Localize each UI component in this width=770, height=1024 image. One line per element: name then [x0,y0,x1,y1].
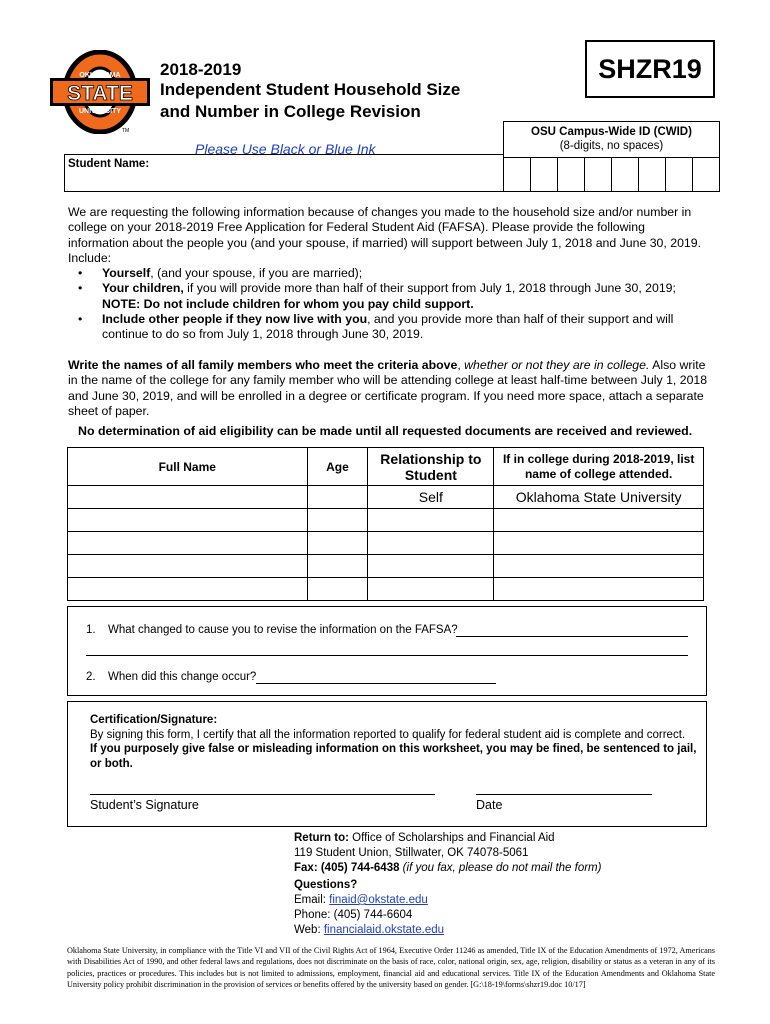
bullet-icon: • [78,281,83,296]
fax-line [294,861,601,876]
return-office: Office of Scholarships and Financial Aid [348,832,555,844]
bullet-text: , (and your spouse, if you are married); [150,266,363,280]
cwid-header [503,121,720,157]
child-support-note: NOTE: Do not include children for whom you pay child support. [102,296,474,311]
name-cell[interactable] [68,509,308,532]
table-header-row [68,448,704,486]
no-determination-notice: No determination of aid eligibility can be made until all requested documents are received and reviewed. [78,424,693,438]
q2-number: 2. [86,671,96,683]
phone-line: Phone: (405) 744-6604 [294,909,413,921]
date-label: Date [476,798,503,812]
college-cell[interactable] [494,532,704,555]
web-line [294,923,444,938]
name-cell[interactable] [68,486,308,509]
form-title-line1: Independent Student Household Size [160,80,461,99]
relationship-cell[interactable]: Self [368,486,494,509]
college-cell[interactable] [494,578,704,601]
relationship-cell[interactable] [368,555,494,578]
family-members-table [67,447,704,601]
bullet-icon: • [78,266,83,280]
form-year: 2018-2019 [160,60,242,79]
fax-label: Fax: (405) 744-6438 [294,862,400,874]
table-row [68,578,704,601]
name-cell[interactable] [68,555,308,578]
cwid-label: OSU Campus-Wide ID (CWID) [531,126,692,138]
cwid-digit[interactable] [585,158,612,191]
table-row [68,555,704,578]
list-item [78,266,708,281]
col-age: Age [307,448,368,486]
table-row [68,532,704,555]
email-line [294,893,444,908]
relationship-cell[interactable] [368,578,494,601]
bullet-bold: Your children, [102,281,184,296]
osu-logo [48,50,152,134]
questions-heading: Questions? [294,879,358,891]
q1-number: 1. [86,624,96,636]
certification-heading: Certification/Signature: [90,714,218,726]
cwid-input[interactable] [503,157,720,192]
table-row [68,509,704,532]
return-address: 119 Student Union, Stillwater, OK 74078-5061 [294,847,529,859]
q2-answer-line[interactable] [256,683,496,684]
college-cell[interactable] [494,509,704,532]
q2-text: When did this change occur? [108,671,257,683]
bullet-text: , and you provide more than half of their support and will continue to do so from July 1, 2018 through June 30, 2019. [102,311,674,342]
cwid-digit[interactable] [531,158,558,191]
return-info [294,831,601,876]
intro-paragraph: We are requesting the following information because of changes you made to the household size and/or number in college on your 2018-2019 Free Application for Federal Student Aid (FAFSA). Please provide the following information about the people you (and your spouse, if married) will support between July 1, 2018 and June 30, 2019. Include: [68,205,702,265]
col-full-name: Full Name [68,448,308,486]
college-cell[interactable] [494,555,704,578]
form-title-line2: and Number in College Revision [160,102,421,121]
q1-text: What changed to cause you to revise the information on the FAFSA? [108,624,458,636]
bullet-bold: Include other people if they now live with you [102,311,368,326]
web-label: Web: [294,924,324,936]
logo-bottom-text: UNIVERSITY [78,108,122,115]
list-item [78,312,708,343]
cwid-hint: (8-digits, no spaces) [559,140,664,152]
logo-main-text: STATE [67,82,133,105]
table-row [68,486,704,509]
cwid-digit[interactable] [693,158,719,191]
name-cell[interactable] [68,578,308,601]
age-cell[interactable] [307,578,368,601]
student-name-label: Student Name: [68,158,150,170]
cwid-digit[interactable] [612,158,639,191]
certification-statement: By signing this form, I certify that all the information reported to qualify for federal student aid is complete and correct. [90,728,686,741]
q1-answer-line-2[interactable] [86,655,688,656]
write-instructions: Write the names of all family members who meet the criteria above, whether or not they are in college. Also write in the name of the college for any family member who will be attending college at least half-time between July 1, 2018 and June 30, 2019, and will be enrolled in a degree or certificate program. If you need more space, attach a separate sheet of paper. [68,358,708,418]
college-cell[interactable]: Oklahoma State University [494,486,704,509]
relationship-cell[interactable] [368,509,494,532]
date-line[interactable] [476,794,652,795]
signature-line[interactable] [90,794,435,795]
write-italic: whether or not they are in college. [464,358,650,372]
email-link[interactable]: finaid@okstate.edu [329,894,428,906]
bullet-icon: • [78,311,83,326]
col-college: If in college during 2018-2019, list name of college attended. [494,448,704,486]
email-label: Email: [294,894,330,906]
cwid-digit[interactable] [504,158,531,191]
form-code: SHZR19 [585,40,715,98]
return-label: Return to: [294,832,349,844]
return-line [294,831,601,846]
fax-note: (if you fax, please do not mail the form) [399,862,602,874]
logo-top-text: OKLAHOMA [79,72,121,79]
web-link[interactable]: financialaid.okstate.edu [323,924,445,936]
signature-label: Student’s Signature [90,798,199,812]
age-cell[interactable] [307,555,368,578]
list-item [78,281,708,312]
age-cell[interactable] [307,486,368,509]
bullet-bold: Yourself [102,266,151,280]
q1-answer-line[interactable] [456,636,688,637]
age-cell[interactable] [307,532,368,555]
cwid-digit[interactable] [558,158,585,191]
bullet-text: if you will provide more than half of their support from July 1, 2018 through June 30, 2019; [183,281,676,296]
name-cell[interactable] [68,532,308,555]
col-relationship: Relationship to Student [368,448,494,486]
ink-note: Please Use Black or Blue Ink [195,141,376,157]
write-bold: Write the names of all family members who meet the criteria above [68,358,458,372]
age-cell[interactable] [307,509,368,532]
include-list [78,266,708,342]
cwid-digit[interactable] [666,158,693,191]
questions-label [294,878,444,893]
cwid-digit[interactable] [639,158,666,191]
contact-info [294,878,444,938]
write-text: Also write in the name of the college for any family member who will be attending college at least half-time between July 1, 2018 and June 30, 2019, and will be enrolled in a degree or certificate program. If you need more space, attach a separate sheet of paper. [68,358,708,418]
certification-text [90,713,702,771]
nondiscrimination-footer: Oklahoma State University, in compliance with the Title VI and VII of the Civil Rights Act of 1964, Executive Order 11246 as amended, Title IX of the Education Amendments of 1972, Americans with Disabilities Act of 1990, and other federal laws and regulations, does not discriminate on the basis of race, color, national origin, sex, age, religion, disability or status as a veteran in any of its policies, practices or procedures. This includes but is not limited to admissions, employment, financial aid and educational services. Title IX of the Education Amendments and Oklahoma State University policy prohibit discrimination in the provision of services or benefits offered by the university based on gender. [G:\18-19\forms\shzr19.doc 10/17] [67,946,715,989]
relationship-cell[interactable] [368,532,494,555]
logo-trademark: TM [122,128,130,134]
certification-warning: If you purposely give false or misleading information on this worksheet, you may be fined, be sentenced to jail, or both. [90,743,697,770]
